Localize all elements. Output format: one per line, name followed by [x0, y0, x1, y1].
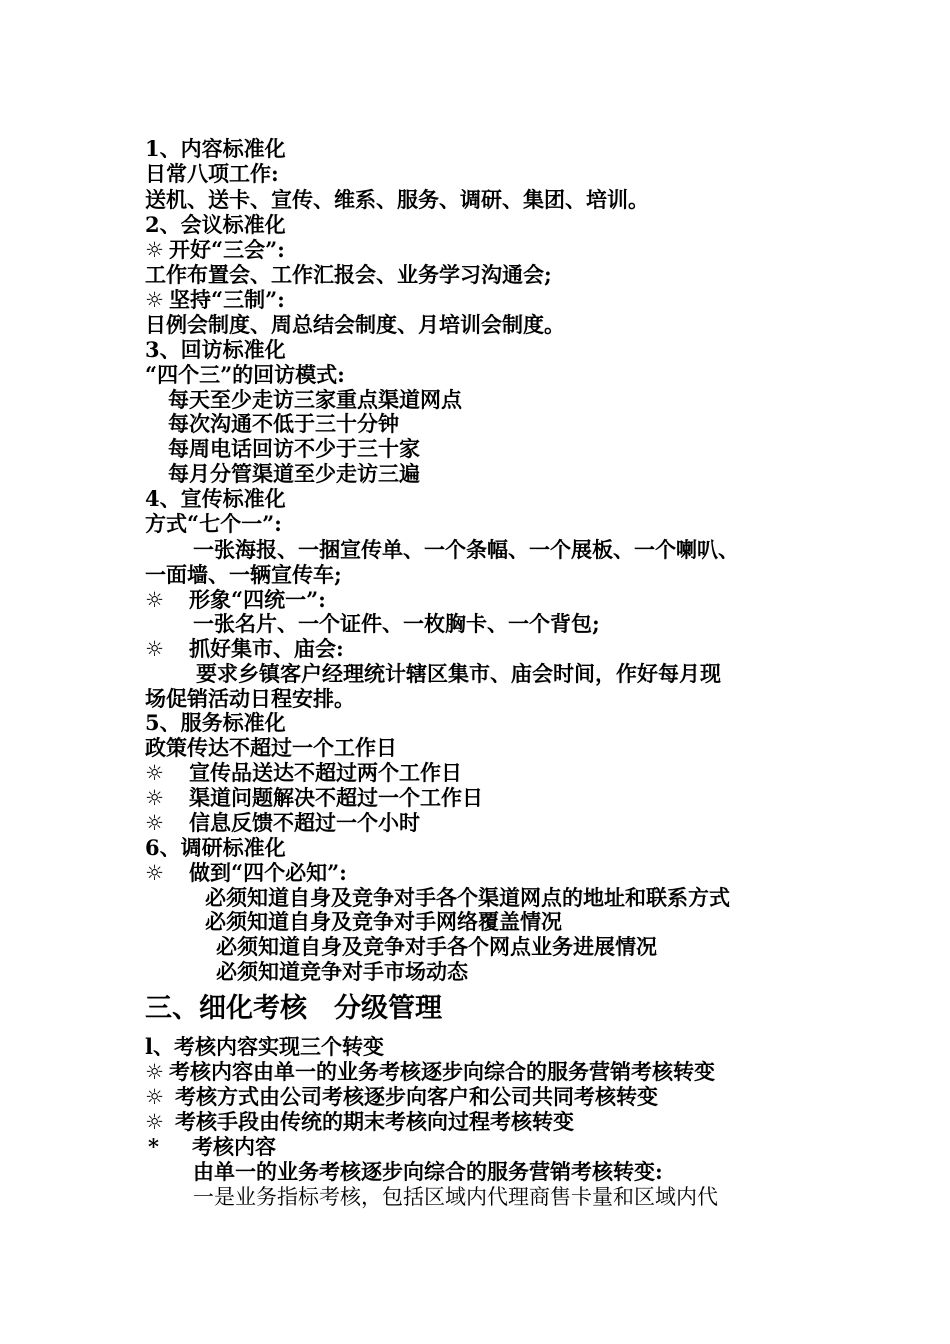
- sun-bullet-icon: ☼: [145, 1059, 164, 1084]
- sun-bullet-icon: ☼: [145, 587, 164, 612]
- section-2-heading: 2、会议标准化: [145, 212, 286, 237]
- paragraph-line: 一张海报、一捆宣传单、一个条幅、一个展板、一个喇叭、: [193, 537, 739, 562]
- bullet-item: ☼ 考核手段由传统的期末考核向过程考核转变: [145, 1109, 574, 1134]
- part-3-heading: 三、细化考核 分级管理: [145, 993, 442, 1024]
- paragraph-line: 要求乡镇客户经理统计辖区集市、庙会时间，作好每月现: [196, 661, 721, 686]
- part-3-subheading: l、考核内容实现三个转变: [145, 1034, 384, 1059]
- star-bullet-icon: *: [148, 1134, 159, 1159]
- paragraph-line: 工作布置会、工作汇报会、业务学习沟通会;: [145, 262, 552, 287]
- sun-bullet-icon: ☼: [145, 760, 164, 785]
- list-item: 必须知道自身及竞争对手各个渠道网点的地址和联系方式: [205, 885, 730, 910]
- list-item: 必须知道自身及竞争对手网络覆盖情况: [205, 909, 562, 934]
- section-1-subheading: 日常八项工作:: [145, 161, 279, 186]
- sun-bullet-icon: ☼: [145, 287, 164, 312]
- sun-bullet-icon: ☼: [145, 860, 164, 885]
- sun-bullet-icon: ☼: [145, 636, 164, 661]
- list-item: 每天至少走访三家重点渠道网点: [168, 387, 462, 412]
- list-item: 每周电话回访不少于三十家: [168, 436, 420, 461]
- bullet-item: ☼ 抓好集市、庙会:: [145, 636, 344, 661]
- list-item: 每次沟通不低于三十分钟: [168, 411, 399, 436]
- list-item: 必须知道竞争对手市场动态: [216, 959, 468, 984]
- bullet-item: ☼ 做到“四个必知”:: [145, 860, 347, 885]
- paragraph-line: 由单一的业务考核逐步向综合的服务营销考核转变:: [193, 1159, 663, 1184]
- section-5-subheading: 政策传达不超过一个工作日: [145, 735, 397, 760]
- sun-bullet-icon: ☼: [145, 1084, 164, 1109]
- list-item: 每月分管渠道至少走访三遍: [168, 461, 420, 486]
- bullet-item: ☼ 考核方式由公司考核逐步向客户和公司共同考核转变: [145, 1084, 658, 1109]
- section-3-heading: 3、回访标准化: [145, 337, 286, 362]
- section-4-subheading: 方式“七个一”:: [145, 511, 282, 536]
- sun-bullet-icon: ☼: [145, 785, 164, 810]
- bullet-item: ☼ 渠道问题解决不超过一个工作日: [145, 785, 483, 810]
- bullet-item: ☼ 形象“四统一”:: [145, 587, 326, 612]
- sun-bullet-icon: ☼: [145, 237, 164, 262]
- star-item: * 考核内容: [148, 1134, 276, 1159]
- section-6-heading: 6、调研标准化: [145, 835, 286, 860]
- bullet-item: ☼ 信息反馈不超过一个小时: [145, 810, 420, 835]
- bullet-item: ☼ 坚持“三制”:: [145, 287, 285, 312]
- paragraph-line: 场促销活动日程安排。: [145, 686, 355, 711]
- section-4-heading: 4、宣传标准化: [145, 486, 286, 511]
- section-1-items: 送机、送卡、宣传、维系、服务、调研、集团、培训。: [145, 187, 649, 212]
- list-item: 必须知道自身及竞争对手各个网点业务进展情况: [216, 934, 657, 959]
- bullet-item: ☼ 开好“三会”:: [145, 237, 285, 262]
- bullet-item: ☼ 考核内容由单一的业务考核逐步向综合的服务营销考核转变: [145, 1059, 715, 1084]
- sun-bullet-icon: ☼: [145, 810, 164, 835]
- section-1-heading: 1、内容标准化: [145, 136, 286, 161]
- bullet-item: ☼ 宣传品送达不超过两个工作日: [145, 760, 462, 785]
- paragraph-line: 一张名片、一个证件、一枚胸卡、一个背包;: [193, 611, 600, 636]
- section-5-heading: 5、服务标准化: [145, 710, 286, 735]
- sun-bullet-icon: ☼: [145, 1109, 164, 1134]
- paragraph-line: 日例会制度、周总结会制度、月培训会制度。: [145, 312, 565, 337]
- paragraph-line: 一是业务指标考核，包括区域内代理商售卡量和区域内代: [193, 1185, 718, 1209]
- section-3-subheading: “四个三”的回访模式:: [145, 362, 345, 387]
- paragraph-line: 一面墙、一辆宣传车;: [145, 562, 342, 587]
